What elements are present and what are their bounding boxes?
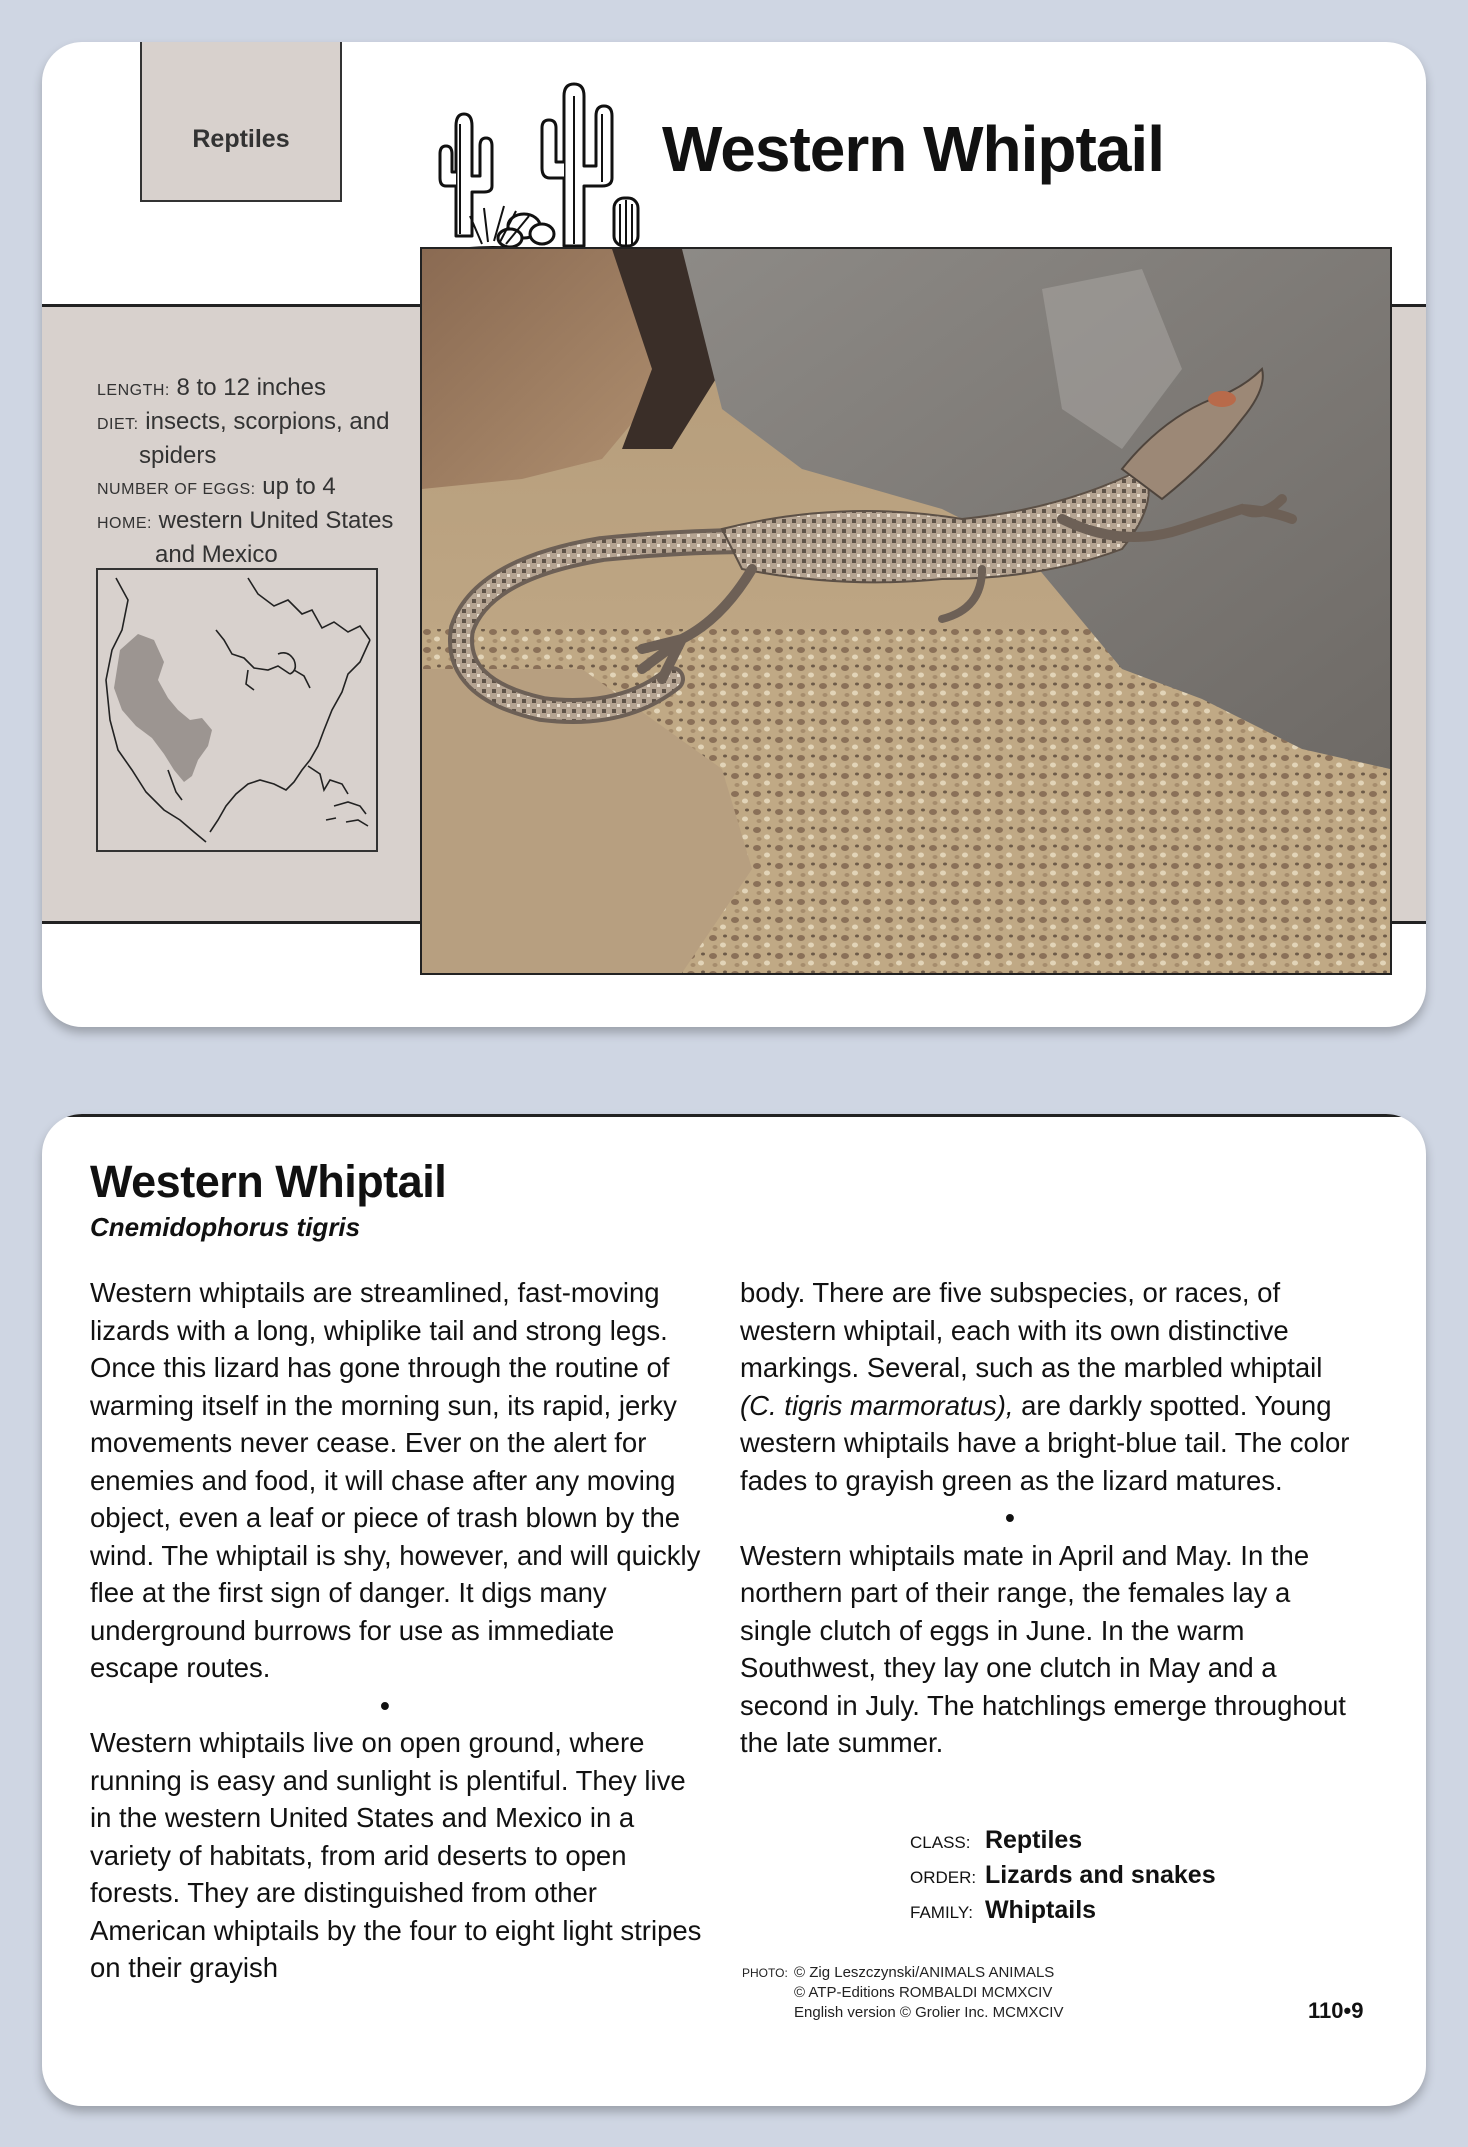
- taxonomy-block: [910, 1824, 1216, 1929]
- bullet-separator: •: [1005, 1502, 1015, 1533]
- text-column-right: [740, 1274, 1360, 1762]
- fact-value: insects, scorpions, and: [145, 408, 390, 435]
- paragraph-text: body. There are five subspecies, or races, of western whiptail, each with its own distinctive markings. Several, such as the marbled whiptail: [740, 1277, 1323, 1383]
- category-label: Reptiles: [192, 124, 290, 153]
- fact-label: DIET:: [97, 416, 139, 433]
- fact-value: 8 to 12 inches: [176, 374, 326, 401]
- taxonomy-value: Reptiles: [984, 1826, 1083, 1854]
- paragraph-text: are darkly spotted. Young western whiptails have a bright-blue tail. The color fades to grayish green as the lizard matures.: [740, 1389, 1350, 1496]
- paragraph: [740, 1274, 1360, 1499]
- fact-home: [97, 505, 437, 539]
- fact-value: spiders: [139, 442, 217, 469]
- fact-value: and Mexico: [155, 541, 278, 568]
- back-card: [42, 1114, 1426, 2106]
- fact-value: up to 4: [262, 473, 336, 500]
- card-number: 110•9: [1308, 1998, 1364, 2023]
- paragraph: Western whiptails live on open ground, where running is easy and sunlight is plentiful. They live in the western United States and Mexico in a variety of habitats, from arid deserts to open forests. They are distinguished from other American whiptails by the four to eight light stripes on their grayish: [90, 1727, 702, 1983]
- taxonomy-order: [910, 1859, 1216, 1894]
- credit-label: PHOTO:: [742, 1966, 788, 1980]
- taxonomy-class: [910, 1824, 1216, 1859]
- scientific-name: Cnemidophorus tigris: [90, 1212, 361, 1242]
- range-map: [96, 568, 378, 852]
- fact-label: HOME:: [97, 515, 152, 532]
- credit-line: [742, 1963, 1063, 1983]
- taxonomy-value: Lizards and snakes: [984, 1861, 1216, 1889]
- text-column-left: [90, 1274, 710, 1987]
- fact-length: [97, 372, 437, 406]
- credit-text: © ATP-Editions ROMBALDI MCMXCIV: [794, 1984, 1053, 2001]
- subspecies-name: (C. tigris marmoratus),: [740, 1389, 1014, 1421]
- fact-list: [97, 372, 437, 570]
- lizard-photo: [420, 247, 1392, 975]
- photo-credits: [742, 1963, 1063, 2023]
- fact-diet: [97, 406, 437, 440]
- cactus-desert-icon: [434, 66, 644, 276]
- category-tab: [140, 42, 342, 202]
- back-title: Western Whiptail: [90, 1156, 447, 1207]
- fact-label: LENGTH:: [97, 382, 170, 399]
- credit-text: English version © Grolier Inc. MCMXCIV: [794, 2004, 1064, 2021]
- front-title: Western Whiptail: [662, 113, 1164, 185]
- taxonomy-label: CLASS:: [910, 1833, 971, 1852]
- fact-value: western United States: [158, 507, 394, 534]
- divider: [42, 1114, 1426, 1117]
- taxonomy-value: Whiptails: [984, 1896, 1097, 1924]
- taxonomy-label: ORDER:: [910, 1868, 977, 1887]
- front-card: [42, 42, 1426, 1027]
- fact-label: NUMBER OF EGGS:: [97, 481, 256, 498]
- paragraph: Western whiptails are streamlined, fast-moving lizards with a long, whiplike tail and strong legs. Once this lizard has gone through the routine of warming itself in the morning sun, its rapid, jerky movements never cease. Ever on the alert for enemies and food, it will chase after any moving object, even a leaf or piece of trash blown by the wind. The whiptail is shy, however, and will quickly flee at the first sign of danger. It digs many underground burrows for use as immediate escape routes.: [90, 1277, 701, 1683]
- paragraph: Western whiptails mate in April and May. In the northern part of their range, the females lay a single clutch of eggs in June. In the warm Southwest, they lay one clutch in May and a second in July. The hatchlings emerge throughout the late summer.: [740, 1539, 1346, 1758]
- bullet-separator: •: [380, 1689, 390, 1721]
- fact-eggs: [97, 471, 437, 505]
- credit-text: © Zig Leszczynski/ANIMALS ANIMALS: [794, 1964, 1055, 1981]
- taxonomy-family: [910, 1894, 1216, 1929]
- taxonomy-label: FAMILY:: [910, 1903, 973, 1922]
